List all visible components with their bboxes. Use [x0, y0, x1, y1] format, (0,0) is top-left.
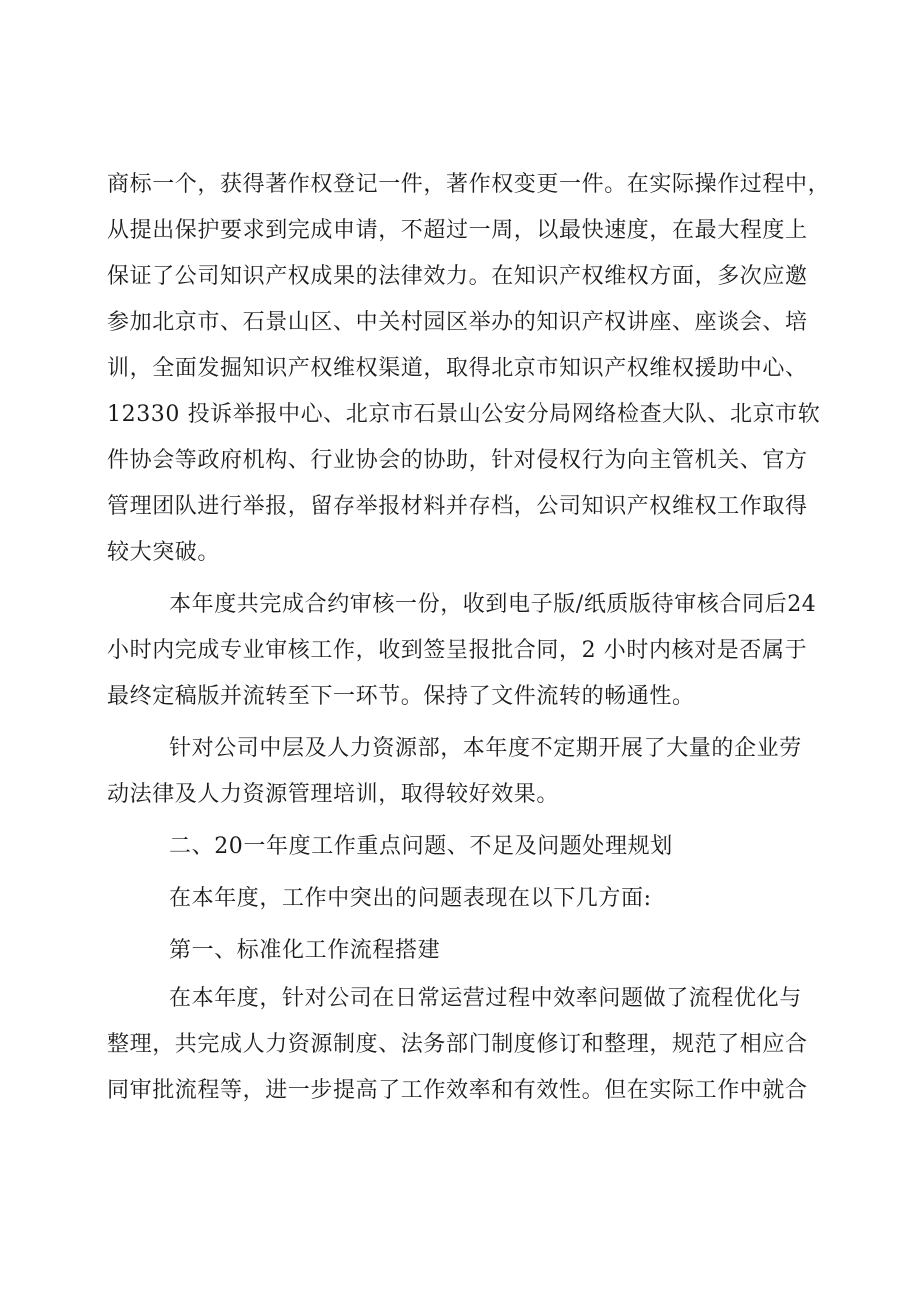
text-line: 较大突破。 — [107, 540, 221, 565]
text-line: 训，全面发掘知识产权维权渠道，取得北京市知识产权维权援助中心、 — [107, 356, 808, 381]
text-line: 商标一个，获得著作权登记一件，著作权变更一件。在实际操作过程中， — [107, 172, 831, 197]
subsection-heading: 第一、标准化工作流程搭建 — [169, 938, 441, 963]
text-line: 管理团队进行举报，留存举报材料并存档，公司知识产权维权工作取得 — [107, 494, 808, 519]
text-line: 针对公司中层及人力资源部，本年度不定期开展了大量的企业劳 — [169, 736, 802, 761]
text-line: 参加北京市、石景山区、中关村园区举办的知识产权讲座、座谈会、培 — [107, 310, 808, 335]
text-line: 在本年度，针对公司在日常运营过程中效率问题做了流程优化与 — [169, 986, 802, 1011]
text-line: 从提出保护要求到完成申请，不超过一周，以最快速度，在最大程度上 — [107, 218, 808, 243]
text-line: 12330 投诉举报中心、北京市石景山公安分局网络检查大队、北京市软 — [107, 402, 821, 427]
section-heading: 二、20一年度工作重点问题、不足及问题处理规划 — [169, 834, 673, 859]
text-line: 小时内完成专业审核工作，收到签呈报批合同，2 小时内核对是否属于 — [107, 638, 808, 663]
text-line: 在本年度，工作中突出的问题表现在以下几方面: — [169, 886, 652, 911]
text-line: 整理，共完成人力资源制度、法务部门制度修订和整理，规范了相应合 — [107, 1032, 808, 1057]
text-line: 同审批流程等，进一步提高了工作效率和有效性。但在实际工作中就合 — [107, 1078, 808, 1103]
text-line: 本年度共完成合约审核一份，收到电子版/纸质版待审核合同后24 — [169, 592, 817, 617]
text-line: 动法律及人力资源管理培训，取得较好效果。 — [107, 782, 560, 807]
text-line: 最终定稿版并流转至下一环节。保持了文件流转的畅通性。 — [107, 684, 695, 709]
text-line: 保证了公司知识产权成果的法律效力。在知识产权维权方面，多次应邀 — [107, 264, 808, 289]
text-line: 件协会等政府机构、行业协会的协助，针对侵权行为向主管机关、官方 — [107, 448, 808, 473]
